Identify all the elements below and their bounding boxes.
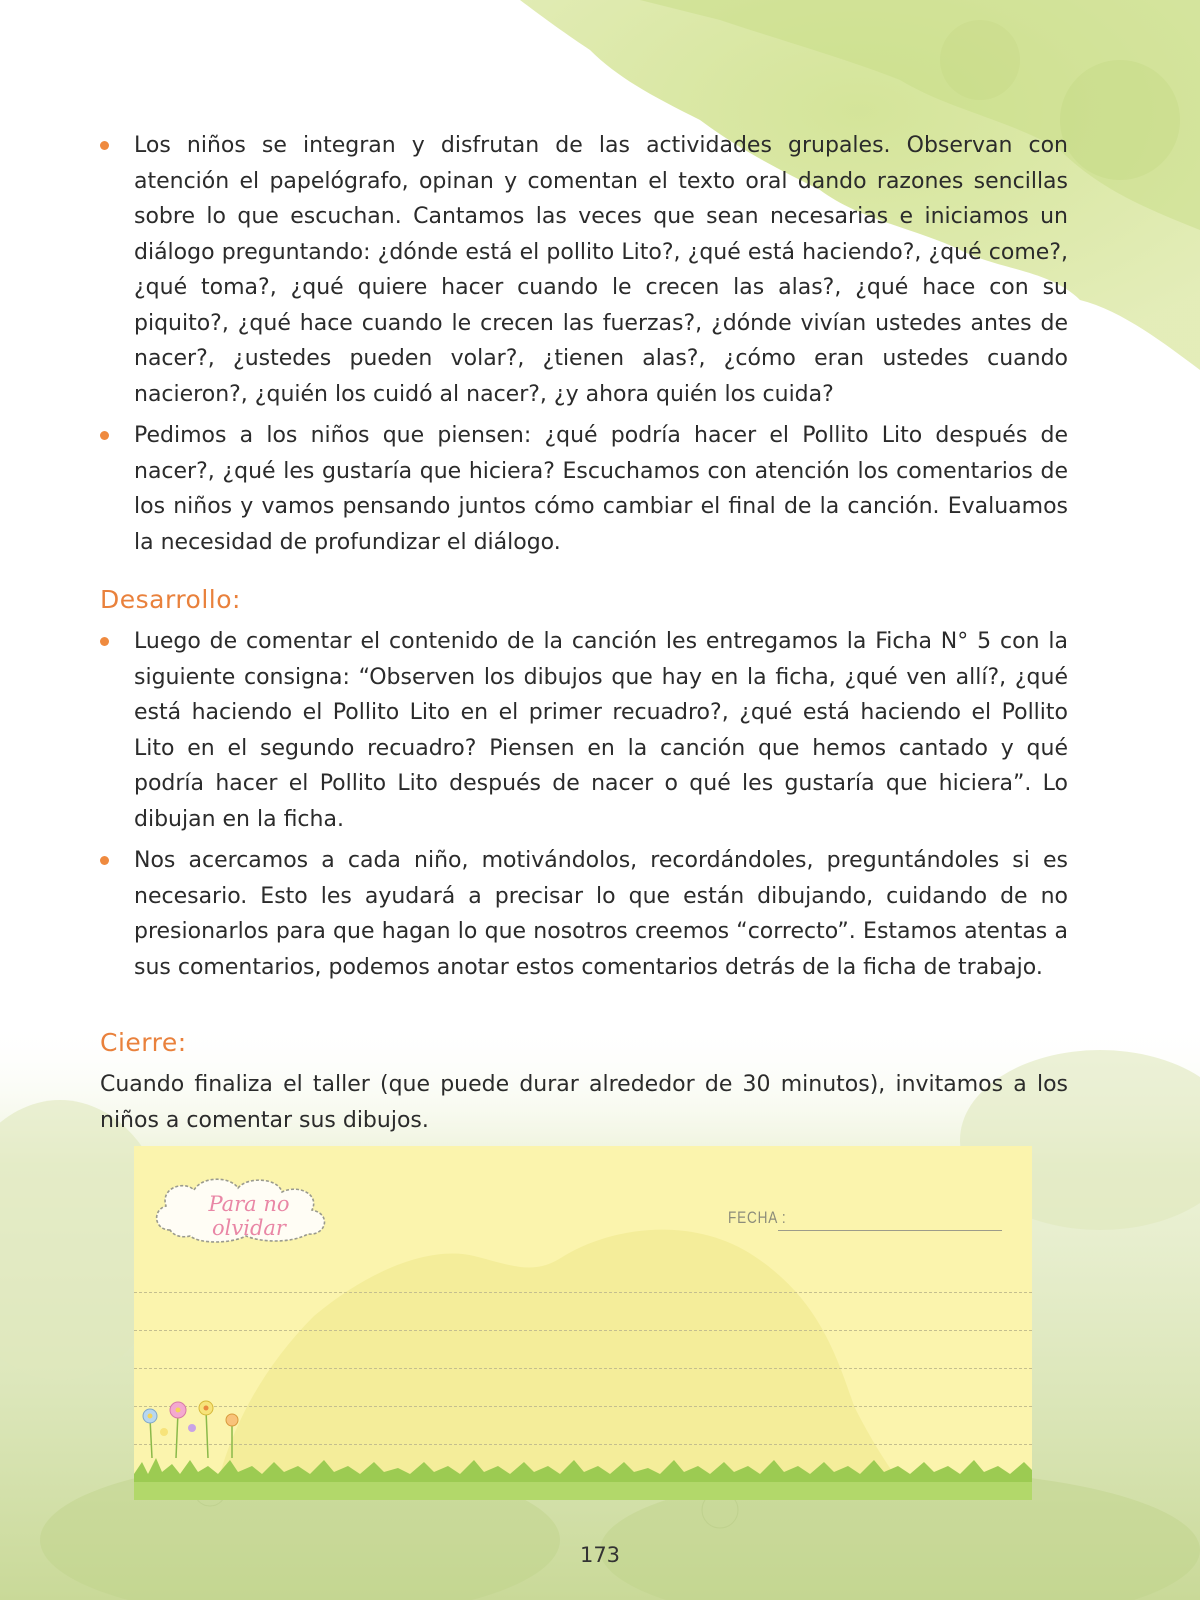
- ruled-line[interactable]: [134, 1406, 1032, 1407]
- note-box: [134, 1146, 1032, 1500]
- date-line[interactable]: [778, 1230, 1002, 1231]
- list-item-text: Nos acercamos a cada niño, motivándolos, recordándoles, preguntándoles si es necesario. Esto les ayudará a precisar lo que están dibujando, cuidando de no presionarlos para que hagan lo que nosotros creemos “correcto”. Estamos atentas a sus comentarios, podemos anotar estos comentarios detrás de la ficha de trabajo.: [134, 848, 1068, 980]
- bullet-icon: [100, 431, 109, 440]
- grass-decoration: [134, 1440, 1032, 1500]
- list-item: [100, 843, 1068, 985]
- list-item: [100, 624, 1068, 837]
- date-label: FECHA :: [728, 1208, 787, 1227]
- ruled-line[interactable]: [134, 1368, 1032, 1369]
- ruled-line[interactable]: [134, 1292, 1032, 1293]
- note-label-badge: [150, 1172, 340, 1244]
- intro-bullet-list: [100, 128, 1068, 560]
- cierre-heading: Cierre:: [100, 1028, 187, 1057]
- list-item-text: Los niños se integran y disfrutan de las actividades grupales. Observan con atención el papelógrafo, opinan y comentan el texto oral dando razones sencillas sobre lo que escuchan. Cantamos las veces que sean necesarias e iniciamos un diálogo preguntando: ¿dónde está el pollito Lito?, ¿qué está haciendo?, ¿qué come?, ¿qué toma?, ¿qué quiere hacer cuando le crecen las alas?, ¿qué hace con su piquito?, ¿qué hace cuando le crecen las fuerzas?, ¿dónde vivían ustedes antes de nacer?, ¿ustedes pueden volar?, ¿tienen alas?, ¿cómo eran ustedes cuando nacieron?, ¿quién los cuidó al nacer?, ¿y ahora quién los cuida?: [134, 133, 1068, 407]
- page-number: 173: [579, 1543, 621, 1567]
- bullet-icon: [100, 637, 109, 646]
- list-item-text: Pedimos a los niños que piensen: ¿qué podría hacer el Pollito Lito después de nacer?, ¿qué les gustaría que hiciera? Escuchamos con atención los comentarios de los niños y vamos pensando juntos cómo cambiar el final de la canción. Evaluamos la necesidad de profundizar el diálogo.: [134, 423, 1068, 555]
- list-item: [100, 128, 1068, 412]
- bullet-icon: [100, 856, 109, 865]
- main-content: [100, 128, 1068, 1138]
- desarrollo-heading: Desarrollo:: [100, 585, 241, 614]
- list-item: [100, 418, 1068, 560]
- desarrollo-bullet-list: [100, 624, 1068, 985]
- note-label-text: Para no olvidar: [208, 1192, 290, 1240]
- cierre-paragraph: Cuando finaliza el taller (que puede durar alrededor de 30 minutos), invitamos a los niños a comentar sus dibujos.: [100, 1072, 1068, 1133]
- list-item-text: Luego de comentar el contenido de la canción les entregamos la Ficha N° 5 con la siguiente consigna: “Observen los dibujos que hay en la ficha, ¿qué ven allí?, ¿qué está haciendo el Pollito Lito en el primer recuadro?, ¿qué está haciendo el Pollito Lito en el segundo recuadro? Piensen en la canción que hemos cantado y qué podría hacer el Pollito Lito después de nacer o qué les gustaría que hiciera”. Lo dibujan en la ficha.: [134, 629, 1068, 832]
- ruled-line[interactable]: [134, 1330, 1032, 1331]
- bullet-icon: [100, 141, 109, 150]
